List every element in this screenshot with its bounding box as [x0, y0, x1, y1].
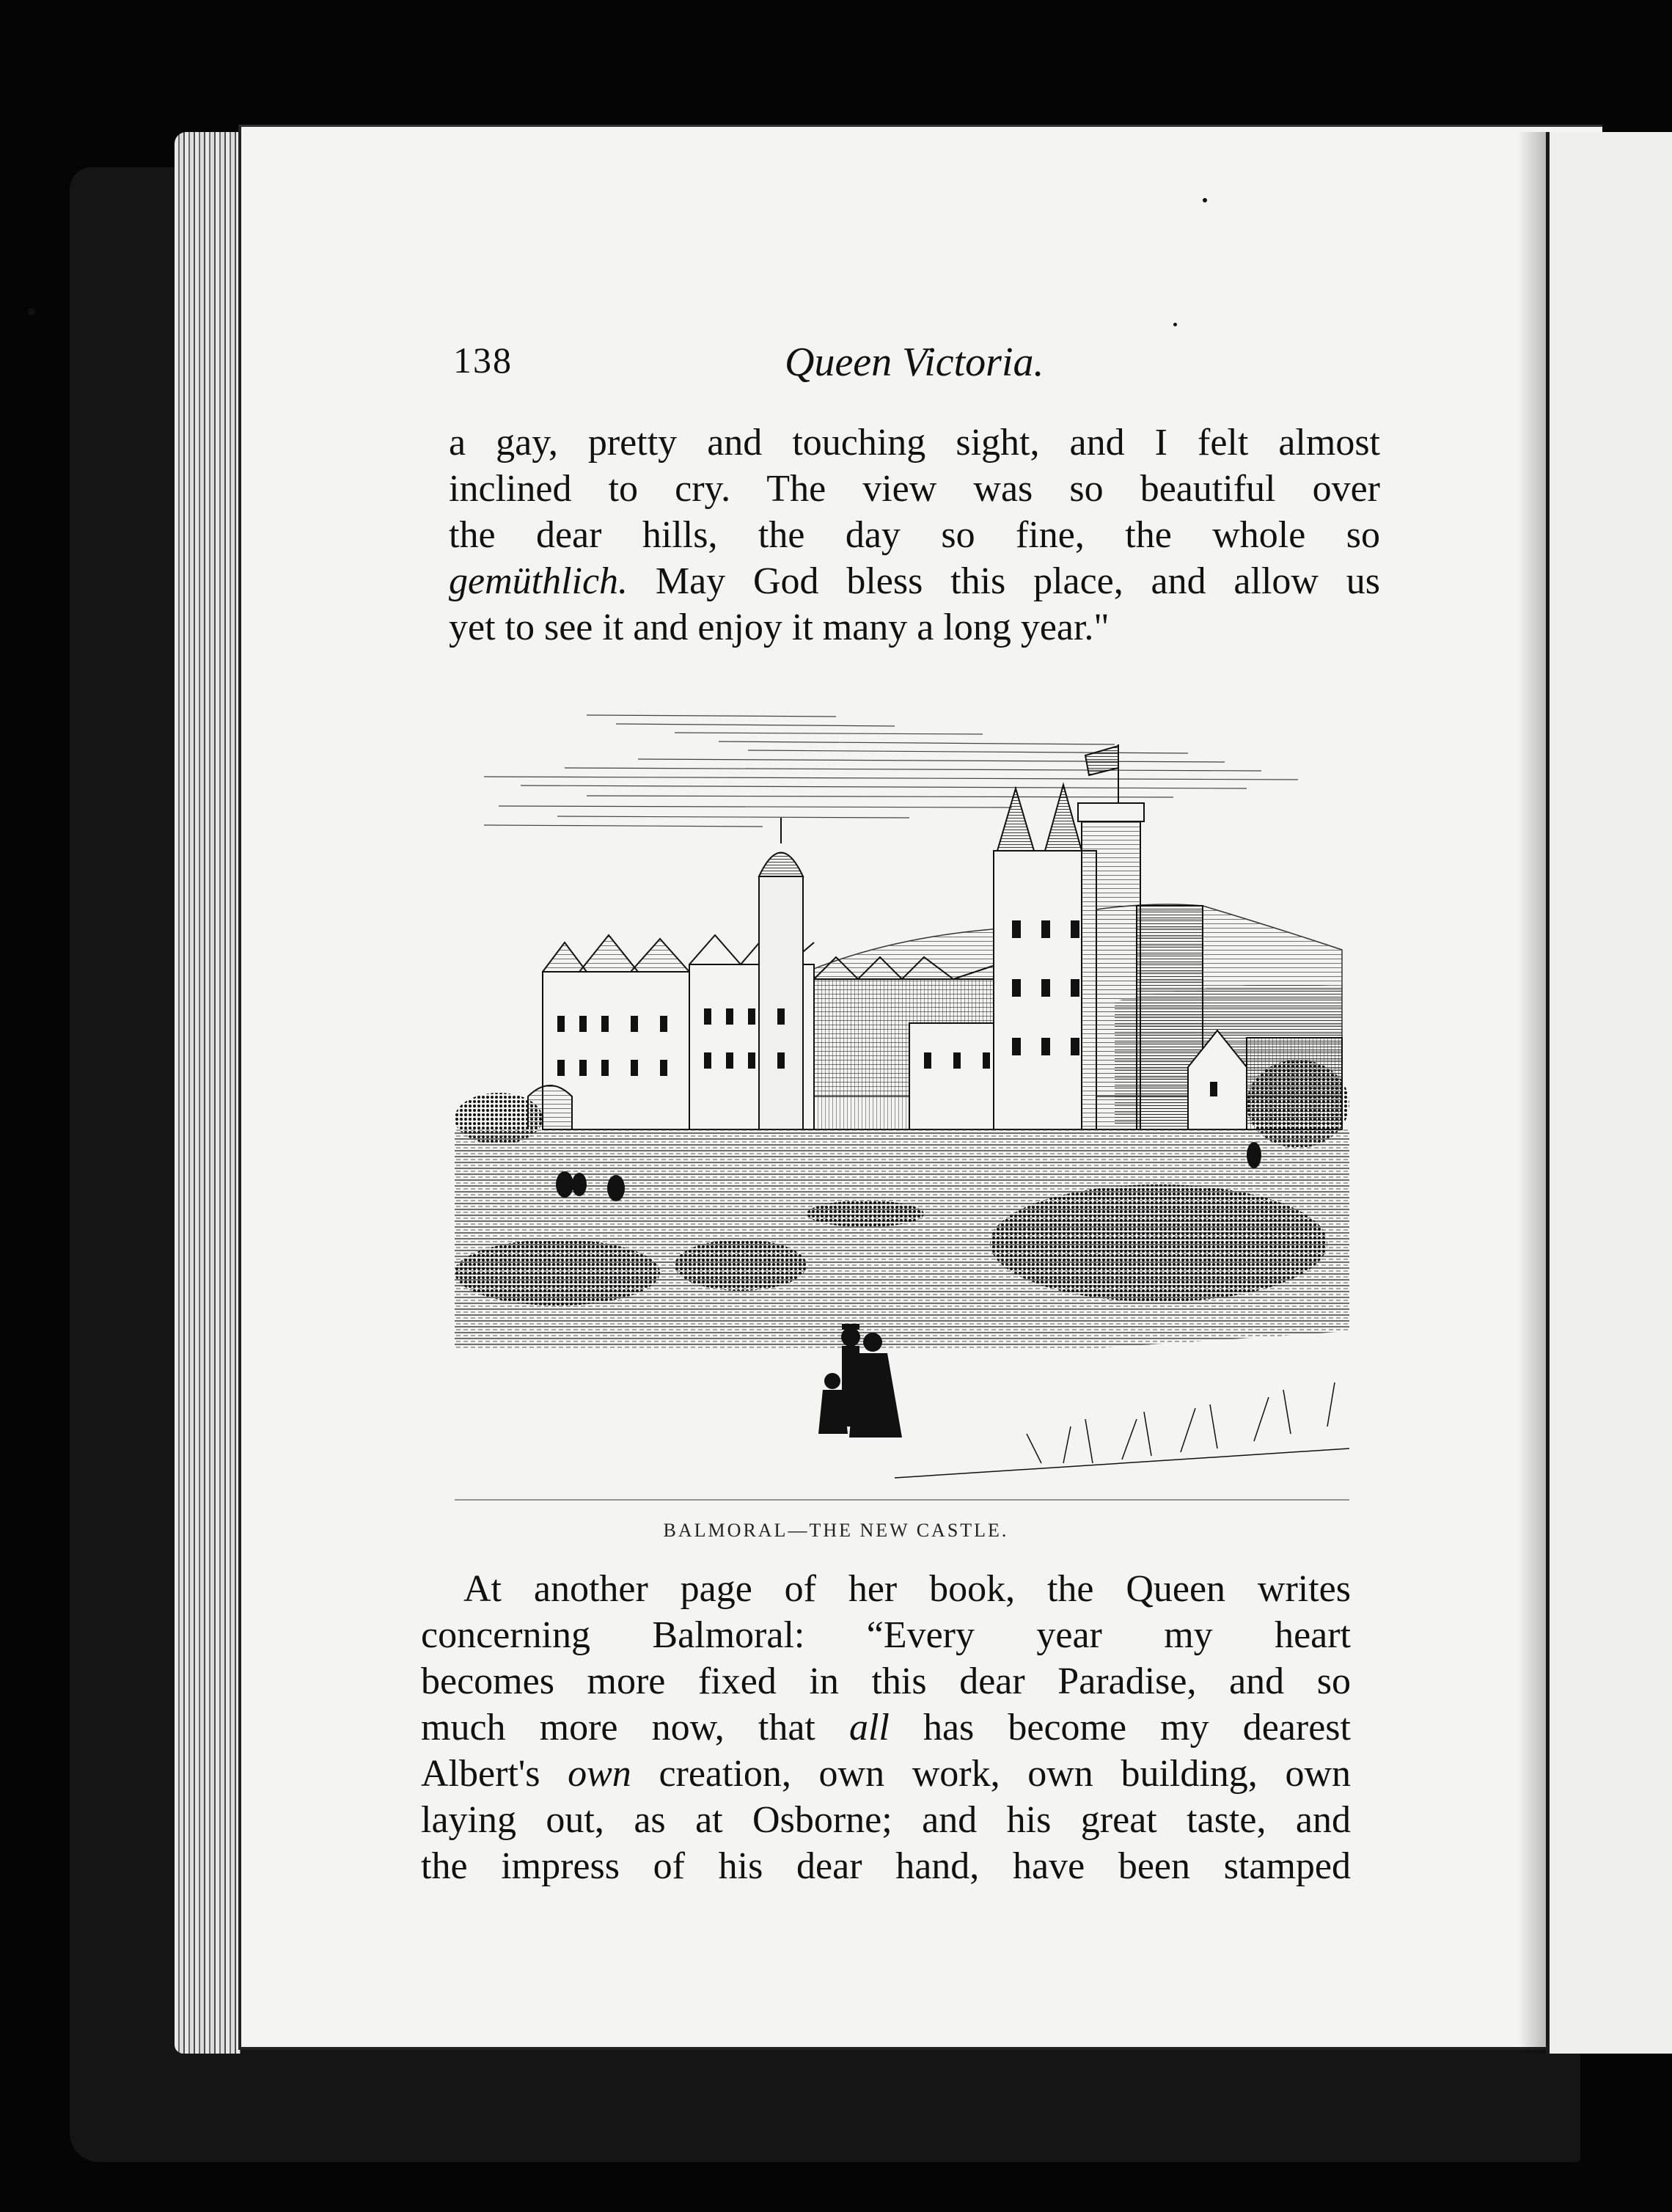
gutter-shadow [1518, 132, 1547, 2054]
scan-speck [28, 308, 35, 315]
running-title: Queen Victoria. [785, 340, 1044, 385]
text-run: Albert's [421, 1753, 568, 1795]
text-line [421, 1797, 1351, 1843]
paragraph-1 [449, 420, 1380, 651]
page-number: 138 [453, 340, 513, 381]
italic-word: gemüthlich. [449, 560, 628, 602]
text-line [421, 1704, 1351, 1751]
text-line [449, 420, 1380, 466]
text-line [421, 1843, 1351, 1889]
scan-speck [1173, 323, 1177, 326]
running-header [0, 339, 1672, 398]
text-run: inclined to cry. The view was so beautiful over [449, 468, 1380, 510]
text-run: the dear hills, the day so fine, the whole so [449, 514, 1380, 556]
italic-word: own [568, 1753, 631, 1795]
text-line [449, 512, 1380, 558]
facing-page-edge [1546, 132, 1672, 2054]
paragraph-2 [421, 1566, 1351, 1889]
text-run: concerning Balmoral: “Every year my heart [421, 1614, 1351, 1656]
text-line [449, 558, 1380, 604]
text-line [421, 1658, 1351, 1704]
sky-clouds [484, 715, 1298, 827]
text-line [449, 466, 1380, 512]
scan-speck [1203, 198, 1207, 202]
text-run: the impress of his dear hand, have been stamped [421, 1845, 1351, 1887]
page-edges [175, 132, 241, 2054]
text-line [449, 604, 1380, 651]
text-run: At another page of her book, the Queen writes [463, 1568, 1351, 1610]
text-run: laying out, as at Osborne; and his great taste, and [421, 1799, 1351, 1841]
text-run: much more now, that [421, 1707, 849, 1748]
text-run: May God bless this place, and allow us [628, 560, 1380, 602]
text-line [421, 1751, 1351, 1797]
italic-word: all [848, 1707, 890, 1748]
balmoral-castle-engraving [455, 686, 1349, 1518]
text-run: yet to see it and enjoy it many a long year." [449, 607, 1110, 648]
garden-path [455, 1331, 1349, 1518]
text-line [421, 1566, 1351, 1612]
text-run: a gay, pretty and touching sight, and I felt almost [449, 422, 1380, 464]
text-line [421, 1612, 1351, 1658]
text-run: has become my dearest [889, 1707, 1351, 1748]
text-run: creation, own work, own building, own [631, 1753, 1352, 1795]
text-run: becomes more fixed in this dear Paradise, and so [421, 1660, 1351, 1702]
illustration-caption: BALMORAL—THE NEW CASTLE. [663, 1520, 1009, 1541]
